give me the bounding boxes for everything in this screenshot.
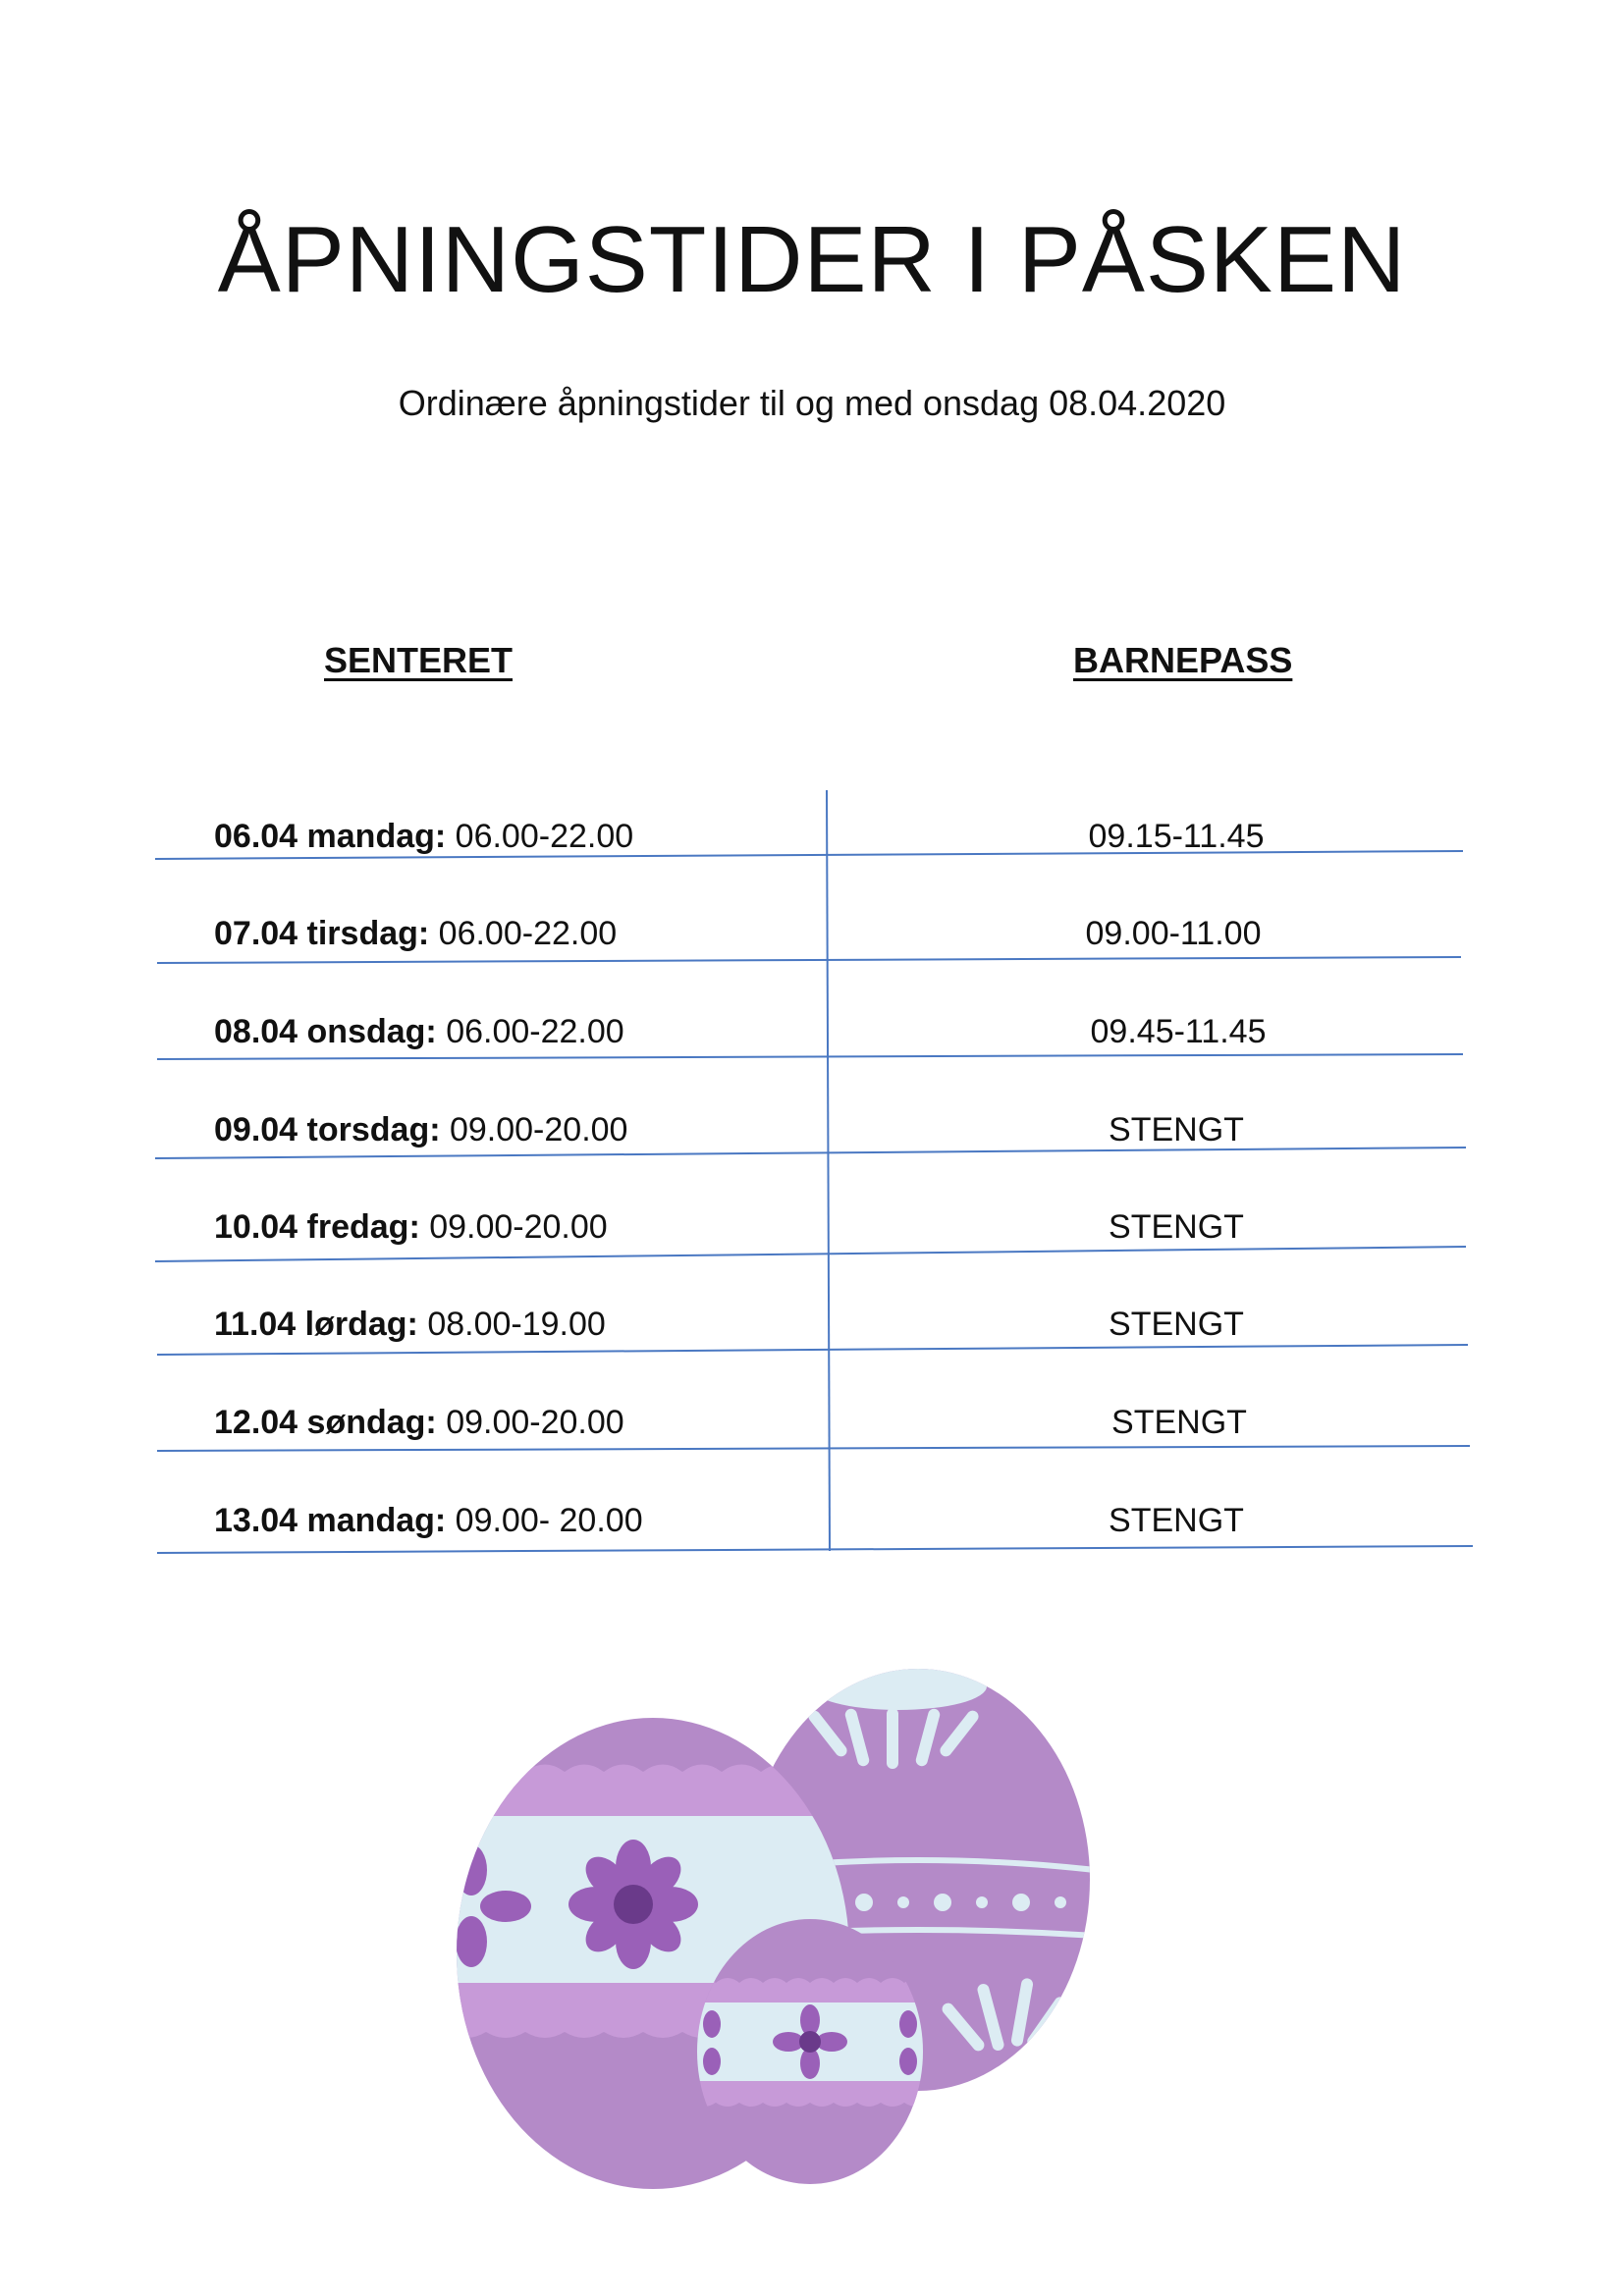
table-row: [214, 1502, 643, 1540]
senter-hours: 09.00-20.00: [419, 1208, 608, 1246]
senter-hours: 09.00- 20.00: [446, 1502, 643, 1539]
senter-hours: 06.00-22.00: [446, 818, 634, 855]
barnepass-hours: STENGT: [1109, 1111, 1244, 1148]
row-divider: [157, 1054, 1463, 1059]
page-subtitle: Ordinære åpningstider til og med onsdag 08.04.2020: [398, 383, 1226, 423]
day-label: 12.04 søndag:: [214, 1404, 437, 1441]
row-divider: [157, 1546, 1473, 1553]
senter-hours: 06.00-22.00: [436, 1013, 624, 1050]
day-label: 13.04 mandag:: [214, 1502, 447, 1539]
row-divider: [157, 1446, 1470, 1451]
barnepass-hours: STENGT: [1109, 1306, 1244, 1343]
row-divider: [157, 957, 1461, 963]
senter-hours: 06.00-22.00: [429, 915, 618, 952]
day-label: 08.04 onsdag:: [214, 1013, 437, 1050]
barnepass-hours: 09.00-11.00: [1085, 915, 1262, 952]
row-divider: [155, 1247, 1466, 1261]
column-header-senteret: SENTERET: [324, 640, 514, 680]
barnepass-hours: STENGT: [1111, 1404, 1247, 1441]
barnepass-hours: 09.15-11.45: [1088, 818, 1265, 855]
senter-hours: 09.00-20.00: [436, 1404, 624, 1441]
column-divider: [827, 790, 830, 1551]
day-label: 09.04 torsdag:: [214, 1111, 441, 1148]
day-label: 11.04 lørdag:: [214, 1306, 418, 1343]
table-row: [214, 1306, 606, 1344]
barnepass-hours: 09.45-11.45: [1090, 1013, 1267, 1050]
barnepass-hours: STENGT: [1109, 1502, 1244, 1539]
day-label: 10.04 fredag:: [214, 1208, 420, 1246]
day-label: 06.04 mandag:: [214, 818, 447, 855]
table-row: [214, 1111, 627, 1149]
table-row: [214, 1404, 624, 1442]
row-divider: [157, 1345, 1468, 1355]
page-title: ÅPNINGSTIDER I PÅSKEN: [217, 207, 1407, 312]
column-header-barnepass: BARNEPASS: [1073, 640, 1293, 680]
table-row: [214, 1208, 608, 1247]
senter-hours: 08.00-19.00: [417, 1306, 606, 1343]
senter-hours: 09.00-20.00: [440, 1111, 628, 1148]
table-row: [214, 818, 633, 856]
table-row: [214, 1013, 624, 1051]
easter-eggs-icon: [447, 1659, 1154, 2189]
barnepass-hours: STENGT: [1109, 1208, 1244, 1246]
table-row: [214, 915, 617, 953]
day-label: 07.04 tirsdag:: [214, 915, 430, 952]
